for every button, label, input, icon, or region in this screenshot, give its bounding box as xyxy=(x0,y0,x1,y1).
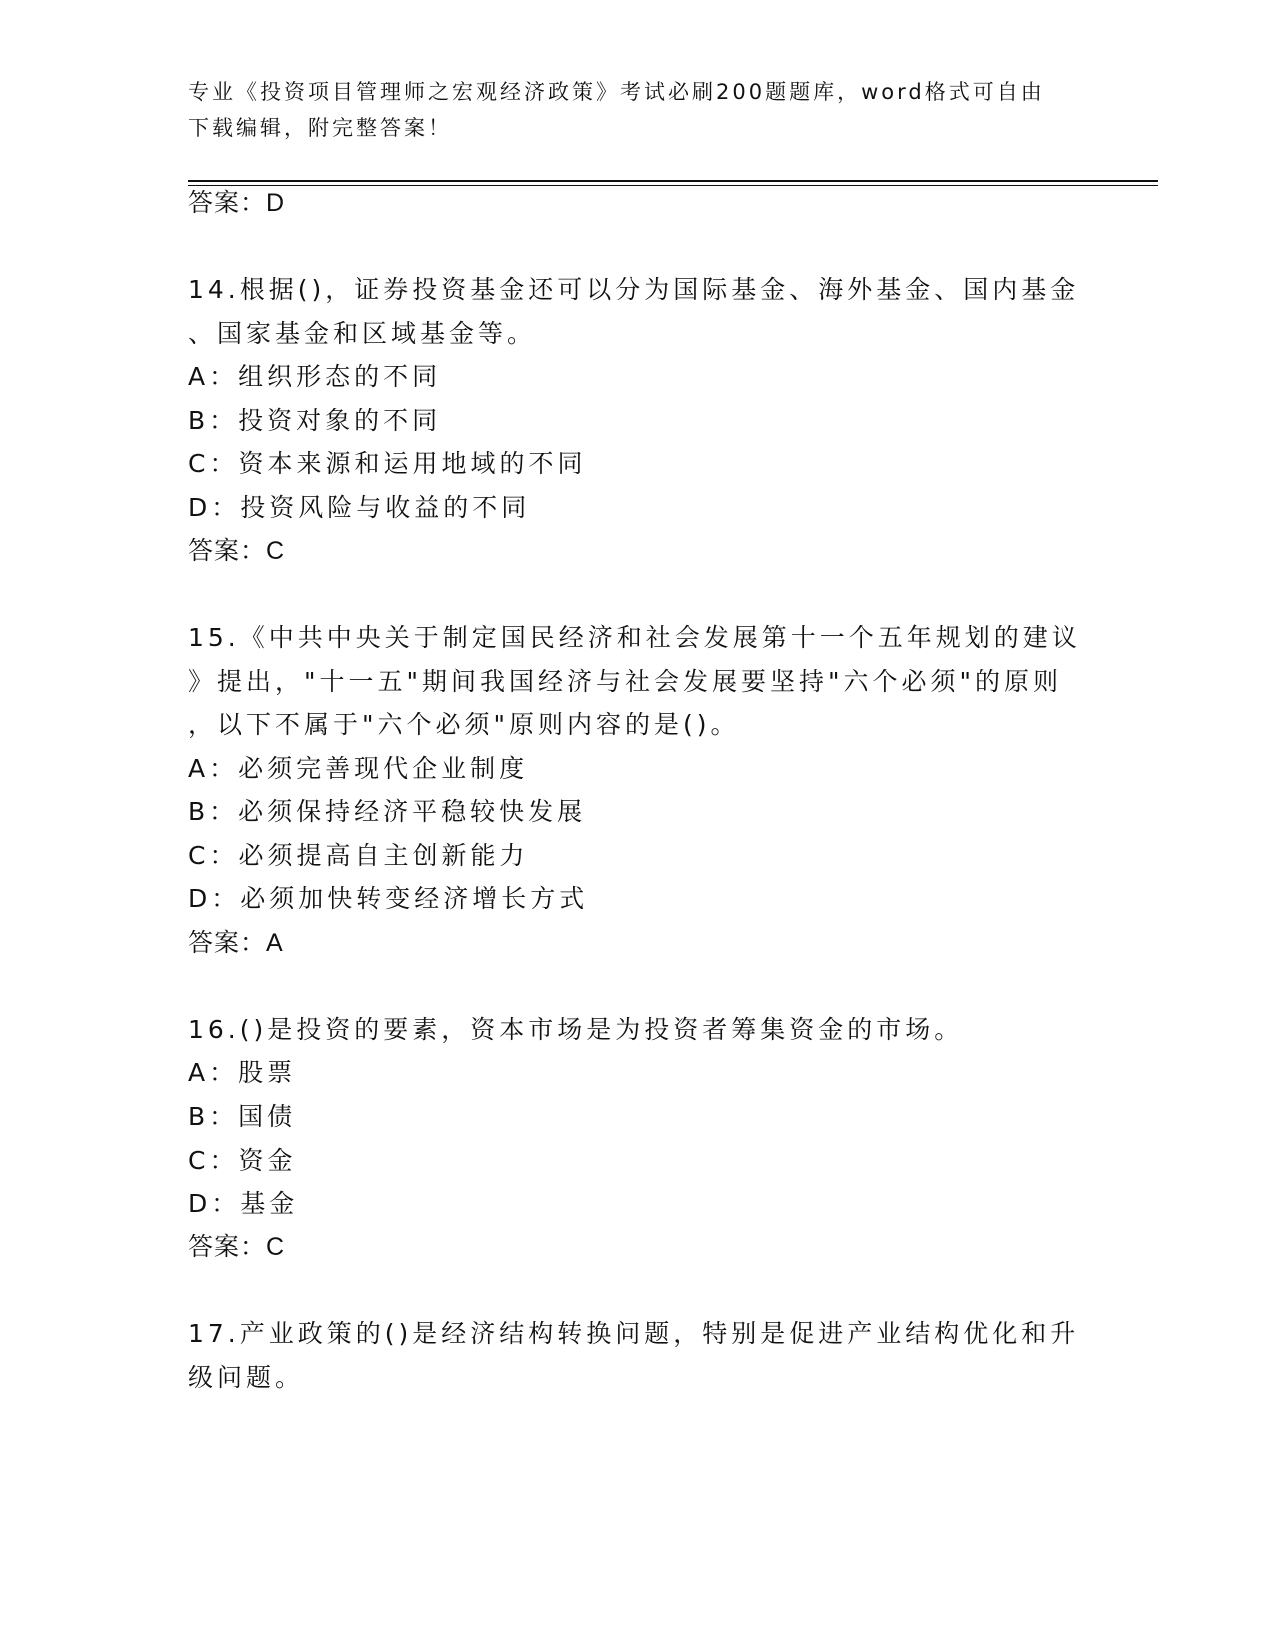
question-15-option-d: D：必须加快转变经济增长方式 xyxy=(188,884,589,913)
question-15-answer: 答案：A xyxy=(188,929,284,957)
question-16-answer: 答案：C xyxy=(188,1233,286,1261)
question-16-option-c: C：资金 xyxy=(188,1146,297,1175)
question-14-answer: 答案：C xyxy=(188,537,286,565)
question-16-text-line-1: 16.()是投资的要素，资本市场是为投资者筹集资金的市场。 xyxy=(188,1015,964,1044)
question-16-option-a: A：股票 xyxy=(188,1058,297,1087)
question-17-text-line-1: 17.产业政策的()是经济结构转换问题，特别是促进产业结构优化和升 xyxy=(188,1319,1080,1348)
document-header: 专业《投资项目管理师之宏观经济政策》考试必刷200题题库，word格式可自由 下载编辑，附完整答案！ xyxy=(188,80,1045,140)
question-14-option-b: B：投资对象的不同 xyxy=(188,406,442,435)
question-16-option-d: D：基金 xyxy=(188,1189,299,1218)
header-rule-thick xyxy=(188,180,1158,182)
question-14-option-c: C：资本来源和运用地域的不同 xyxy=(188,449,587,478)
question-15-text-line-1: 15.《中共中央关于制定国民经济和社会发展第十一个五年规划的建议 xyxy=(188,623,1081,652)
header-rule-thin xyxy=(188,185,1158,186)
question-15-option-a: A：必须完善现代企业制度 xyxy=(188,754,529,783)
question-16-option-b: B：国债 xyxy=(188,1102,297,1131)
question-14-text-line-2: 、国家基金和区域基金等。 xyxy=(188,319,537,348)
question-14-text-line-1: 14.根据()，证券投资基金还可以分为国际基金、海外基金、国内基金 xyxy=(188,275,1080,304)
question-15-text-line-2: 》提出，"十一五"期间我国经济与社会发展要坚持"六个必须"的原则 xyxy=(188,667,1062,696)
answer-13: 答案：D xyxy=(188,189,286,217)
question-15-option-b: B：必须保持经济平稳较快发展 xyxy=(188,797,587,826)
question-17-text-line-2: 级问题。 xyxy=(188,1363,305,1392)
question-14-option-d: D：投资风险与收益的不同 xyxy=(188,493,531,522)
question-15-option-c: C：必须提高自主创新能力 xyxy=(188,841,529,870)
question-14-option-a: A：组织形态的不同 xyxy=(188,362,442,391)
question-15-text-line-3: ，以下不属于"六个必须"原则内容的是()。 xyxy=(188,710,740,739)
